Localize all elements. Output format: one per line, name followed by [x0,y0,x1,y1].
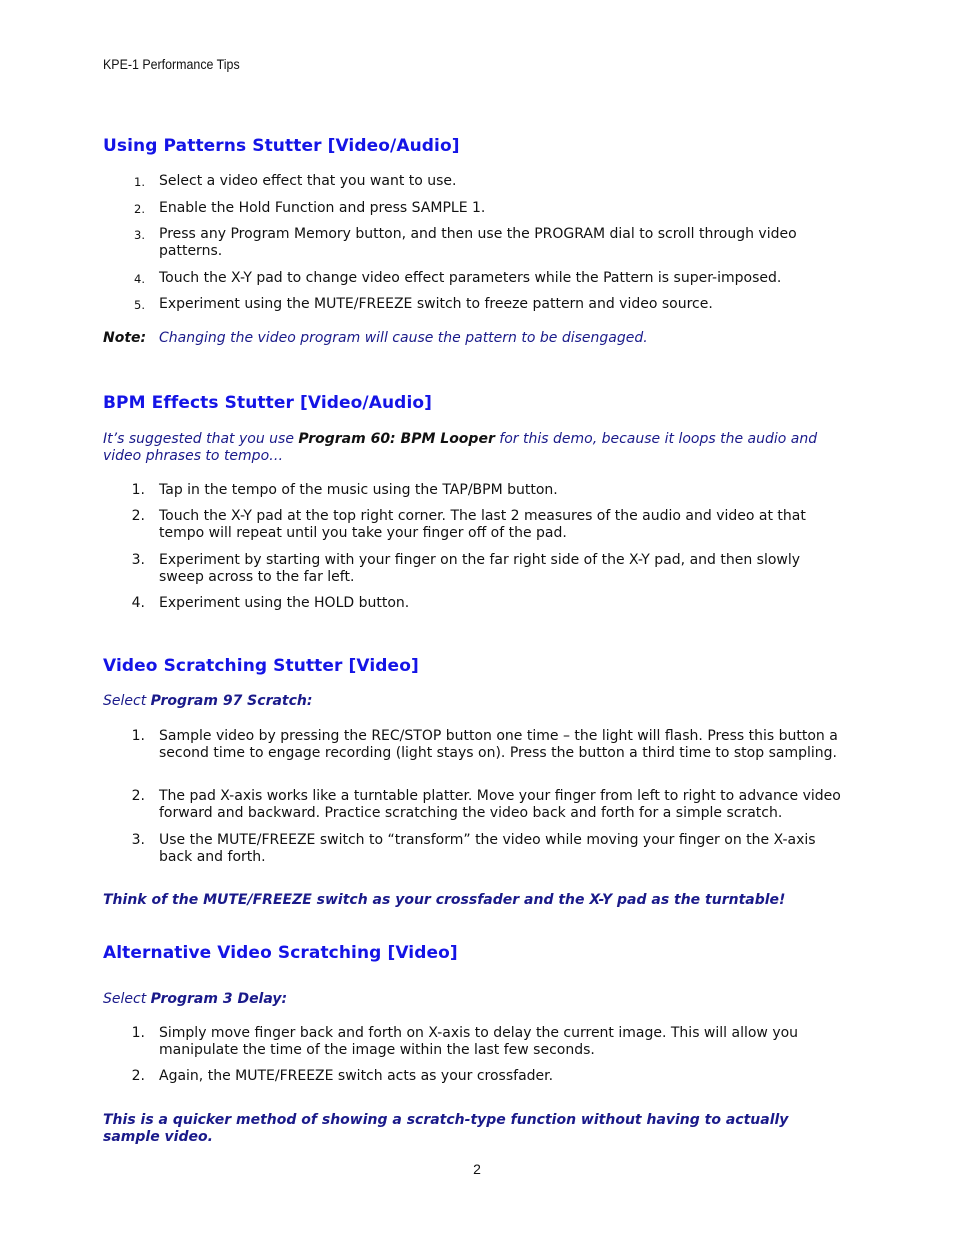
list-number: 2. [131,508,145,524]
scratch-tip: Think of the MUTE/FREEZE switch as your crossfader and the X-Y pad as the turntable! [103,892,786,908]
list-text: Experiment using the HOLD button. [159,595,410,611]
list-number: 4. [134,272,145,286]
bpm-intro-suffix: for this demo, because it loops the audio and video phrases to tempo… [103,431,818,464]
list-text: Experiment using the MUTE/FREEZE switch to freeze pattern and video source. [159,296,713,312]
list-number: 2. [134,202,145,216]
note-label: Note: [103,330,147,346]
list-text: Touch the X-Y pad at the top right corner. The last 2 measures of the audio and video at that tempo will repeat until you take your finger off of the pad. [159,508,806,541]
list-text: Touch the X-Y pad to change video effect parameters while the Pattern is super-imposed. [159,270,782,286]
alt-select [103,991,838,1008]
list-text: Select a video effect that you want to use. [159,173,457,189]
list-number: 3. [134,228,145,242]
list-number: 1. [131,482,145,498]
list-number: 1. [134,175,145,189]
list-number: 3. [131,832,145,848]
list-text: Again, the MUTE/FREEZE switch acts as your crossfader. [159,1068,554,1084]
section-heading-patterns: Using Patterns Stutter [Video/Audio] [103,136,460,156]
running-header: KPE-1 Performance Tips [103,57,240,72]
list-text: The pad X-axis works like a turntable platter. Move your finger from left to right to advance video forward and backward. Practice scratching the video back and forth for a simple scratch. [159,788,841,821]
bpm-intro [103,431,838,465]
bpm-intro-program: Program 60: BPM Looper [298,431,495,447]
list-text: Use the MUTE/FREEZE switch to “transform” the video while moving your finger on the X-axis back and forth. [159,832,816,865]
section-heading-scratch: Video Scratching Stutter [Video] [103,656,419,676]
alt-tip: This is a quicker method of showing a scratch-type function without having to actually sample video. [103,1112,789,1145]
alt-select-prefix: Select [103,991,151,1007]
list-number: 5. [134,298,145,312]
list-text: Tap in the tempo of the music using the TAP/BPM button. [159,482,558,498]
list-text: Experiment by starting with your finger on the far right side of the X-Y pad, and then slowly sweep across to the far left. [159,552,801,585]
list-number: 4. [131,595,145,611]
scratch-select-program: Program 97 Scratch: [150,693,313,709]
list-text: Sample video by pressing the REC/STOP button one time – the light will flash. Press this button a second time to engage recording (light stays on). Press the button a third time to stop sampling. [159,728,838,761]
alt-select-program: Program 3 Delay: [150,991,288,1007]
scratch-select [103,693,838,710]
list-text: Press any Program Memory button, and then use the PROGRAM dial to scroll through video patterns. [159,226,797,259]
bpm-intro-prefix: It’s suggested that you use [103,431,299,447]
scratch-select-prefix: Select [103,693,151,709]
list-number: 3. [131,552,145,568]
page-number: 2 [473,1161,481,1177]
list-text: Enable the Hold Function and press SAMPLE 1. [159,200,486,216]
list-number: 1. [131,1025,145,1041]
note-text: Changing the video program will cause the pattern to be disengaged. [159,330,648,346]
section-heading-alt: Alternative Video Scratching [Video] [103,943,458,963]
section-heading-bpm: BPM Effects Stutter [Video/Audio] [103,393,433,413]
list-number: 2. [131,1068,145,1084]
list-text: Simply move finger back and forth on X-axis to delay the current image. This will allow you manipulate the time of the image within the last few seconds. [159,1025,799,1058]
list-number: 2. [131,788,145,804]
list-number: 1. [131,728,145,744]
